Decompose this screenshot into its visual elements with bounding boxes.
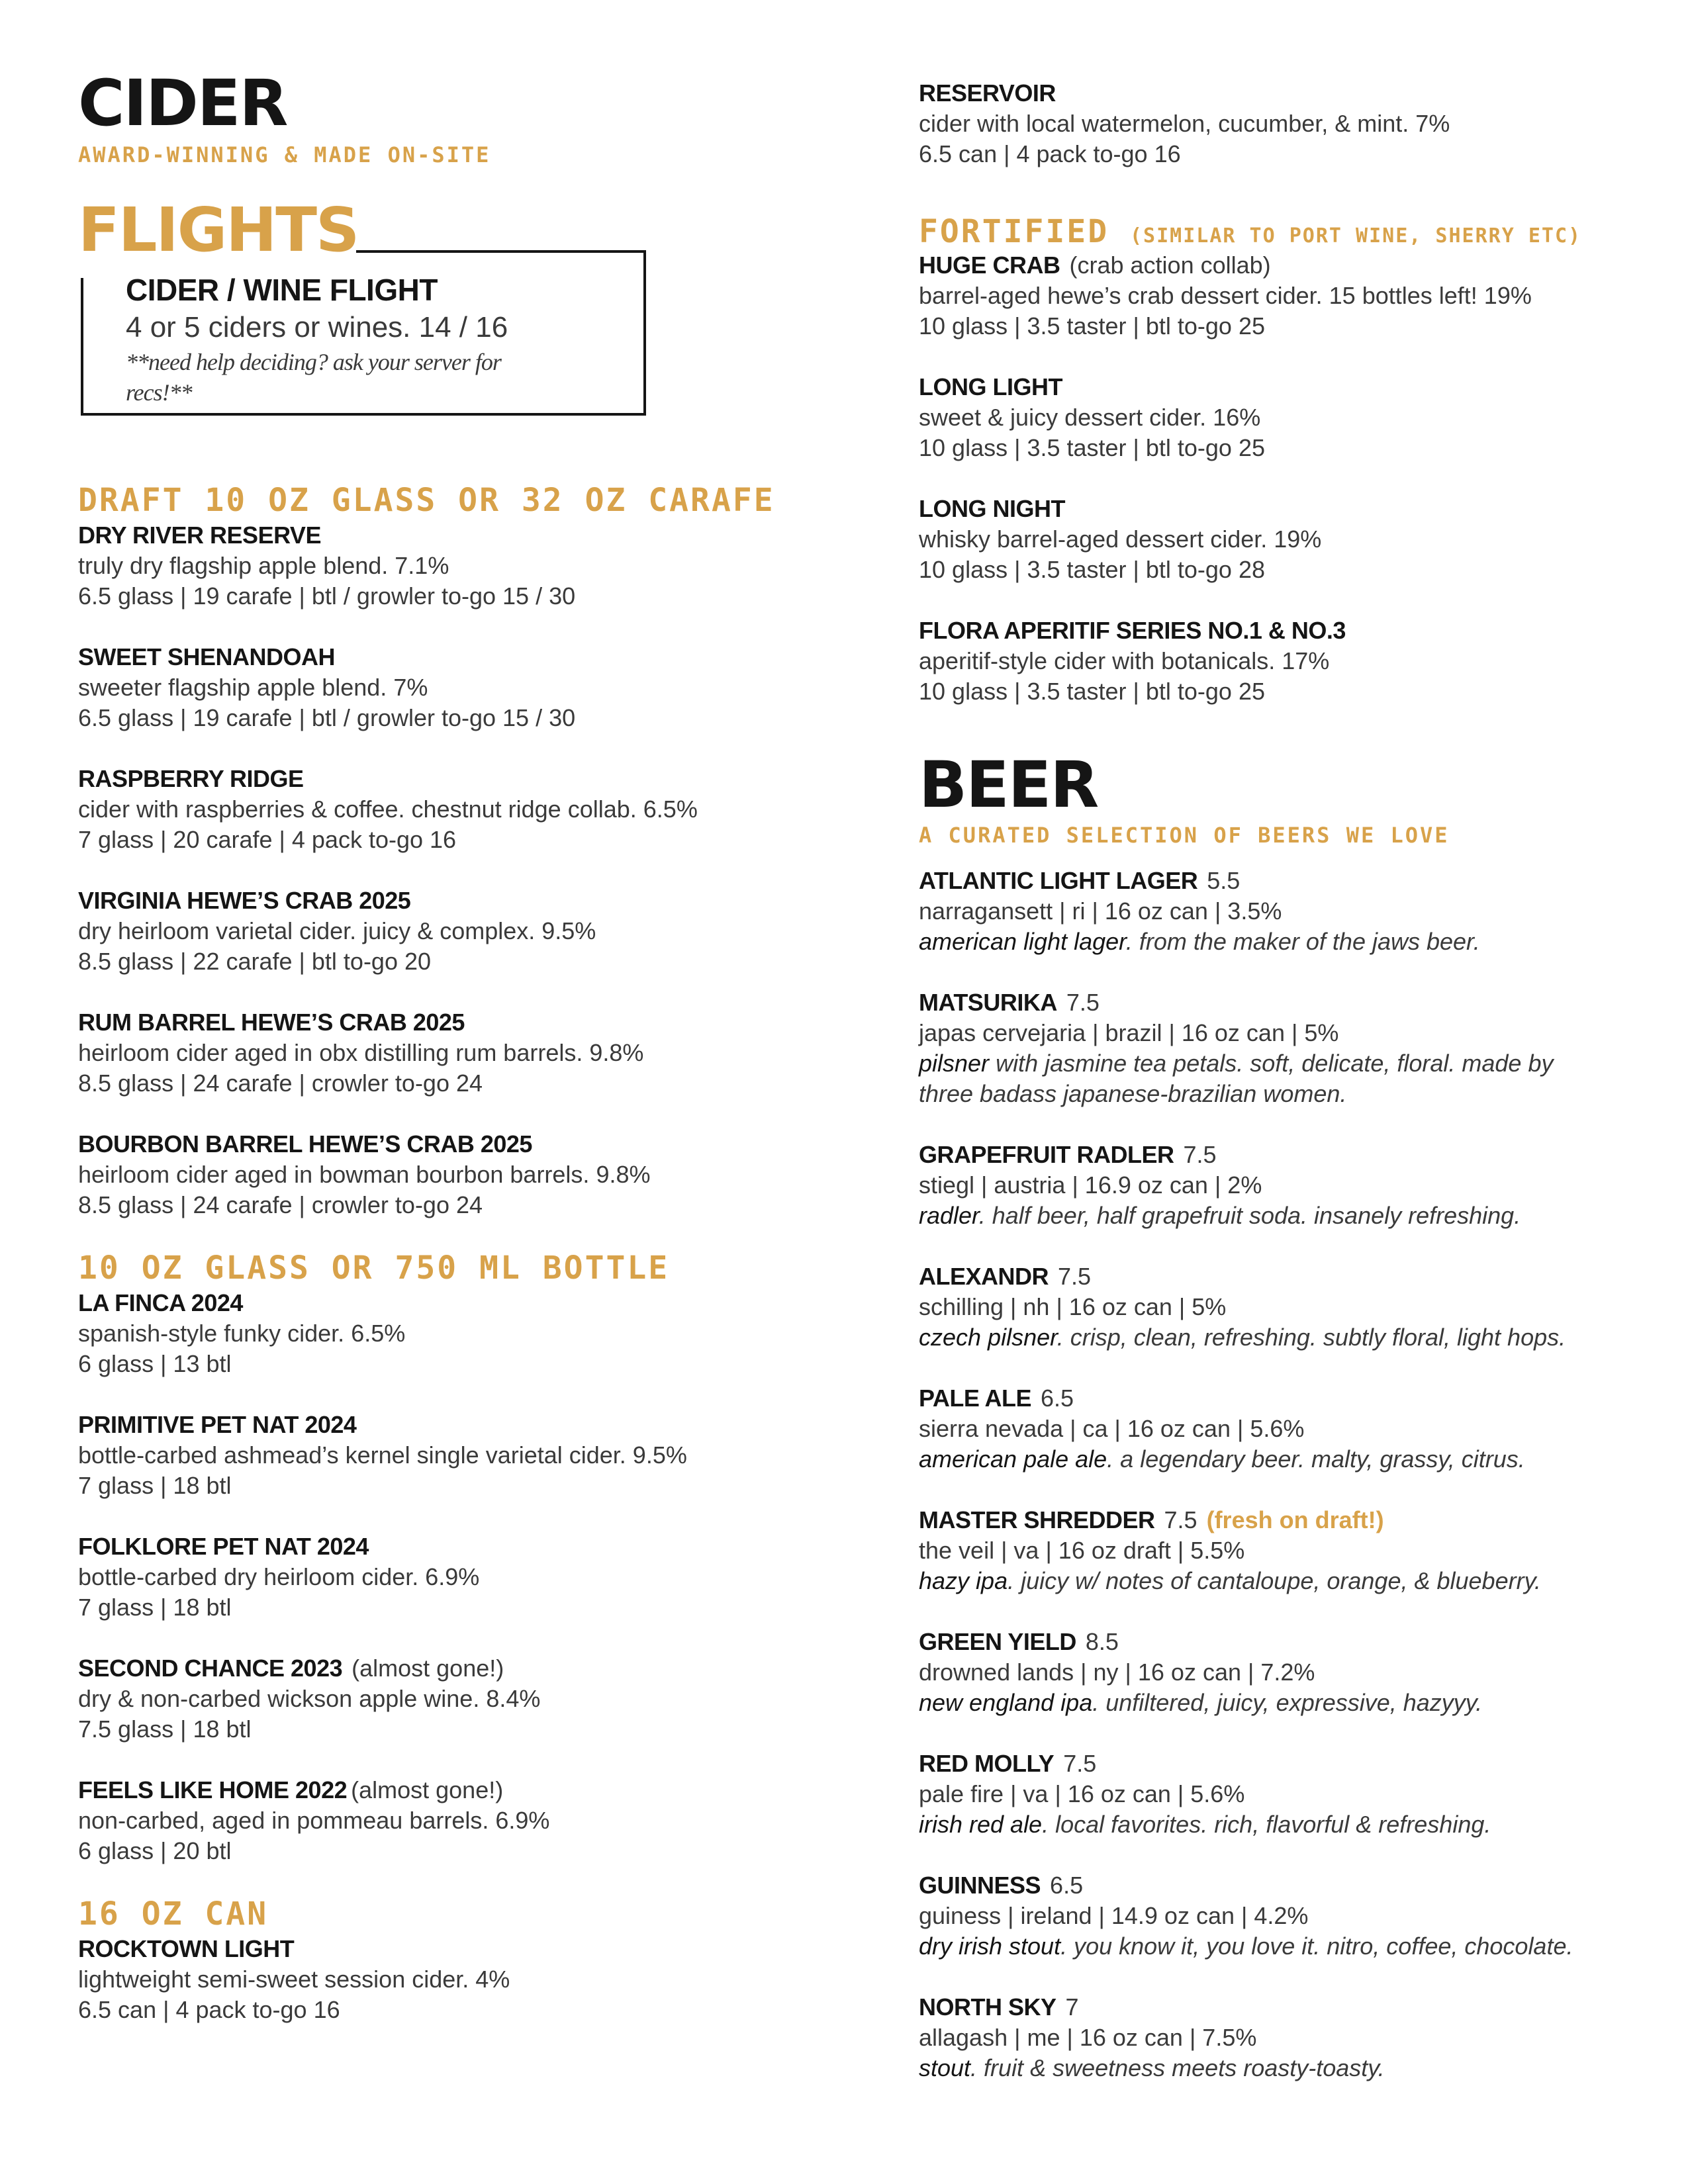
item-style: american pale ale: [919, 1445, 1107, 1473]
item-description: dry heirloom varietal cider. juicy & complex. 9.5%: [78, 917, 596, 944]
list-item: [919, 1992, 1654, 2083]
list-item: [78, 1653, 839, 1745]
item-name: GRAPEFRUIT RADLER: [919, 1141, 1174, 1168]
item-name: ATLANTIC LIGHT LAGER: [919, 867, 1198, 894]
item-style: pilsner: [919, 1050, 990, 1077]
item-name: HUGE CRAB: [919, 251, 1060, 279]
list-item: [919, 1140, 1654, 1231]
list-item: [919, 866, 1654, 957]
item-name: RESERVOIR: [919, 79, 1056, 107]
item-name: ROCKTOWN LIGHT: [78, 1935, 295, 1962]
flight-help-note: **need help deciding? ask your server for recs!**: [126, 349, 501, 406]
item-prices: 7 glass | 18 btl: [78, 1472, 232, 1499]
fortified-note: (SIMILAR TO PORT WINE, SHERRY ETC): [1130, 224, 1582, 248]
item-name: LA FINCA 2024: [78, 1289, 243, 1316]
draft-section: [78, 484, 839, 1220]
item-tasting-notes: . half beer, half grapefruit soda. insanely refreshing.: [978, 1202, 1521, 1229]
list-item: [78, 1775, 839, 1866]
item-name: GREEN YIELD: [919, 1628, 1076, 1655]
item-name: LONG LIGHT: [919, 373, 1062, 400]
item-origin: guiness | ireland | 14.9 oz can | 4.2%: [919, 1902, 1309, 1929]
item-description: truly dry flagship apple blend. 7.1%: [78, 552, 449, 579]
item-tasting-notes: . unfiltered, juicy, expressive, hazyyy.: [1092, 1689, 1483, 1716]
item-highlight-note: (fresh on draft!): [1206, 1506, 1384, 1533]
item-note: (crab action collab): [1069, 251, 1271, 279]
item-prices: 6.5 can | 4 pack to-go 16: [78, 1996, 340, 2023]
item-origin: drowned lands | ny | 16 oz can | 7.2%: [919, 1659, 1315, 1686]
item-tasting-notes: . a legendary beer. malty, grassy, citrus.: [1107, 1445, 1525, 1473]
item-tasting-notes: . juicy w/ notes of cantaloupe, orange, & blueberry.: [1008, 1567, 1541, 1594]
list-item: [919, 250, 1654, 341]
bottle-section: [78, 1252, 839, 1866]
item-description: bottle-carbed dry heirloom cider. 6.9%: [78, 1563, 480, 1590]
item-style: radler: [919, 1202, 979, 1229]
item-price: 6.5: [1041, 1385, 1074, 1412]
item-name: PRIMITIVE PET NAT 2024: [78, 1411, 357, 1438]
list-item: [78, 520, 839, 612]
item-price: 5.5: [1207, 867, 1241, 894]
list-item: [78, 764, 839, 855]
item-name: VIRGINIA HEWE’S CRAB 2025: [78, 887, 411, 914]
item-tasting-notes-cont: three badass japanese-brazilian women.: [919, 1080, 1347, 1107]
item-prices: 6.5 glass | 19 carafe | btl / growler to-go 15 / 30: [78, 582, 576, 610]
list-item: [78, 1288, 839, 1379]
item-description: heirloom cider aged in obx distilling rum barrels. 9.8%: [78, 1039, 644, 1066]
list-item: [919, 372, 1654, 463]
cider-subtitle: AWARD-WINNING & MADE ON-SITE: [78, 142, 491, 167]
item-prices: 6.5 glass | 19 carafe | btl / growler to-go 15 / 30: [78, 704, 576, 731]
item-price: 8.5: [1085, 1628, 1119, 1655]
item-name: RED MOLLY: [919, 1750, 1055, 1777]
item-name: FLORA APERITIF SERIES NO.1 & NO.3: [919, 617, 1346, 644]
item-description: cider with local watermelon, cucumber, & mint. 7%: [919, 110, 1450, 137]
bottle-heading: 10 OZ GLASS OR 750 ML BOTTLE: [78, 1250, 670, 1287]
item-style: stout: [919, 2054, 971, 2081]
list-item: [78, 1007, 839, 1099]
item-origin: pale fire | va | 16 oz can | 5.6%: [919, 1780, 1245, 1807]
item-prices: 10 glass | 3.5 taster | btl to-go 25: [919, 434, 1266, 461]
flight-box-bottom: [81, 413, 646, 416]
item-prices: 8.5 glass | 24 carafe | crowler to-go 24: [78, 1069, 483, 1097]
draft-heading: DRAFT 10 OZ GLASS OR 32 OZ CARAFE: [78, 482, 775, 519]
item-description: heirloom cider aged in bowman bourbon barrels. 9.8%: [78, 1161, 651, 1188]
list-item: [919, 494, 1654, 585]
item-name: LONG NIGHT: [919, 495, 1065, 522]
list-item: [78, 1410, 839, 1501]
cider-header: [78, 0, 839, 165]
flight-box-left: [81, 278, 83, 416]
list-item: [78, 886, 839, 977]
item-tasting-notes: . local favorites. rich, flavorful & refreshing.: [1042, 1811, 1491, 1838]
item-style: dry irish stout: [919, 1933, 1061, 1960]
item-prices: 10 glass | 3.5 taster | btl to-go 25: [919, 312, 1266, 340]
item-name: RASPBERRY RIDGE: [78, 765, 304, 792]
item-name: ALEXANDR: [919, 1263, 1049, 1290]
item-price: 7.5: [1058, 1263, 1092, 1290]
fortified-section: [919, 213, 1654, 707]
right-column: [919, 0, 1654, 2083]
list-item: [919, 1627, 1654, 1718]
item-name: MATSURIKA: [919, 989, 1057, 1016]
item-price: 7.5: [1164, 1506, 1197, 1533]
list-item: [919, 1870, 1654, 1962]
item-price: 7.5: [1066, 989, 1100, 1016]
item-prices: 10 glass | 3.5 taster | btl to-go 25: [919, 678, 1266, 705]
item-description: cider with raspberries & coffee. chestnut ridge collab. 6.5%: [78, 796, 698, 823]
item-tasting-notes: . fruit & sweetness meets roasty-toasty.: [970, 2054, 1385, 2081]
item-prices: 6 glass | 13 btl: [78, 1350, 232, 1377]
item-description: sweet & juicy dessert cider. 16%: [919, 404, 1261, 431]
item-description: bottle-carbed ashmead’s kernel single varietal cider. 9.5%: [78, 1441, 687, 1469]
item-description: lightweight semi-sweet session cider. 4%: [78, 1966, 510, 1993]
item-name: MASTER SHREDDER: [919, 1506, 1155, 1533]
beer-title: BEER: [919, 748, 1098, 822]
can-section: [78, 1895, 839, 2025]
item-style: hazy ipa: [919, 1567, 1008, 1594]
fortified-title: FORTIFIED: [919, 213, 1109, 250]
item-name: PALE ALE: [919, 1385, 1032, 1412]
item-name: FEELS LIKE HOME 2022: [78, 1776, 348, 1803]
left-column: [78, 0, 839, 2025]
item-description: spanish-style funky cider. 6.5%: [78, 1320, 406, 1347]
item-origin: allagash | me | 16 oz can | 7.5%: [919, 2024, 1257, 2051]
flight-name: CIDER / WINE FLIGHT: [126, 273, 438, 307]
item-origin: the veil | va | 16 oz draft | 5.5%: [919, 1537, 1245, 1564]
list-item: [78, 1934, 839, 2025]
list-item: [919, 987, 1654, 1109]
item-prices: 7 glass | 18 btl: [78, 1594, 232, 1621]
list-item: [919, 78, 1654, 169]
item-prices: 8.5 glass | 24 carafe | crowler to-go 24: [78, 1191, 483, 1218]
list-item: [919, 1261, 1654, 1353]
item-prices: 8.5 glass | 22 carafe | btl to-go 20: [78, 948, 432, 975]
item-name: RUM BARREL HEWE’S CRAB 2025: [78, 1009, 465, 1036]
flight-box: [356, 250, 646, 253]
list-item: [78, 1531, 839, 1623]
item-origin: stiegl | austria | 16.9 oz can | 2%: [919, 1171, 1262, 1199]
item-origin: narragansett | ri | 16 oz can | 3.5%: [919, 897, 1282, 925]
item-note: (almost gone!): [351, 1776, 504, 1803]
item-origin: schilling | nh | 16 oz can | 5%: [919, 1293, 1227, 1320]
flight-description: 4 or 5 ciders or wines. 14 / 16: [126, 311, 508, 343]
item-price: 7: [1065, 1993, 1079, 2021]
item-tasting-notes: with jasmine tea petals. soft, delicate, floral. made by: [989, 1050, 1554, 1077]
item-origin: sierra nevada | ca | 16 oz can | 5.6%: [919, 1415, 1305, 1442]
item-name: SWEET SHENANDOAH: [78, 643, 336, 670]
list-item: [919, 1749, 1654, 1840]
item-description: dry & non-carbed wickson apple wine. 8.4%: [78, 1685, 541, 1712]
item-description: whisky barrel-aged dessert cider. 19%: [919, 525, 1322, 553]
item-description: non-carbed, aged in pommeau barrels. 6.9%: [78, 1807, 550, 1834]
item-style: irish red ale: [919, 1811, 1043, 1838]
item-prices: 10 glass | 3.5 taster | btl to-go 28: [919, 556, 1266, 583]
item-style: czech pilsner: [919, 1324, 1057, 1351]
item-name: DRY RIVER RESERVE: [78, 522, 321, 549]
item-name: NORTH SKY: [919, 1993, 1056, 2021]
list-item: [78, 1129, 839, 1220]
item-note: (almost gone!): [352, 1655, 504, 1682]
item-prices: 7.5 glass | 18 btl: [78, 1715, 252, 1743]
item-description: sweeter flagship apple blend. 7%: [78, 674, 428, 701]
item-prices: 6 glass | 20 btl: [78, 1837, 232, 1864]
item-price: 7.5: [1183, 1141, 1217, 1168]
cider-title: CIDER: [78, 66, 287, 140]
beer-section: [919, 748, 1654, 2083]
item-tasting-notes: . you know it, you love it. nitro, coffee, chocolate.: [1060, 1933, 1573, 1960]
item-style: new england ipa: [919, 1689, 1093, 1716]
item-name: GUINNESS: [919, 1872, 1041, 1899]
list-item: [919, 1505, 1654, 1596]
item-origin: japas cervejaria | brazil | 16 oz can | 5%: [919, 1019, 1339, 1046]
item-tasting-notes: . crisp, clean, refreshing. subtly floral, light hops.: [1056, 1324, 1566, 1351]
item-style: american light lager: [919, 928, 1126, 955]
can-heading: 16 OZ CAN: [78, 1895, 269, 1933]
fortified-heading: [919, 213, 1654, 250]
item-prices: 7 glass | 20 carafe | 4 pack to-go 16: [78, 826, 457, 853]
item-description: aperitif-style cider with botanicals. 17%: [919, 647, 1330, 674]
item-description: barrel-aged hewe’s crab dessert cider. 15 bottles left! 19%: [919, 282, 1532, 309]
item-name: BOURBON BARREL HEWE’S CRAB 2025: [78, 1130, 532, 1158]
item-tasting-notes: . from the maker of the jaws beer.: [1125, 928, 1480, 955]
flights-section: [78, 195, 839, 445]
flights-title: FLIGHTS: [78, 195, 359, 265]
item-name: FOLKLORE PET NAT 2024: [78, 1533, 369, 1560]
item-prices: 6.5 can | 4 pack to-go 16: [919, 140, 1181, 167]
list-item: [919, 615, 1654, 707]
list-item: [78, 642, 839, 733]
flight-box-right: [643, 250, 646, 416]
item-name: SECOND CHANCE 2023: [78, 1655, 343, 1682]
item-price: 6.5: [1050, 1872, 1084, 1899]
item-price: 7.5: [1063, 1750, 1097, 1777]
beer-subtitle: A CURATED SELECTION OF BEERS WE LOVE: [919, 823, 1450, 848]
list-item: [919, 1383, 1654, 1475]
flight-content: [126, 271, 549, 408]
